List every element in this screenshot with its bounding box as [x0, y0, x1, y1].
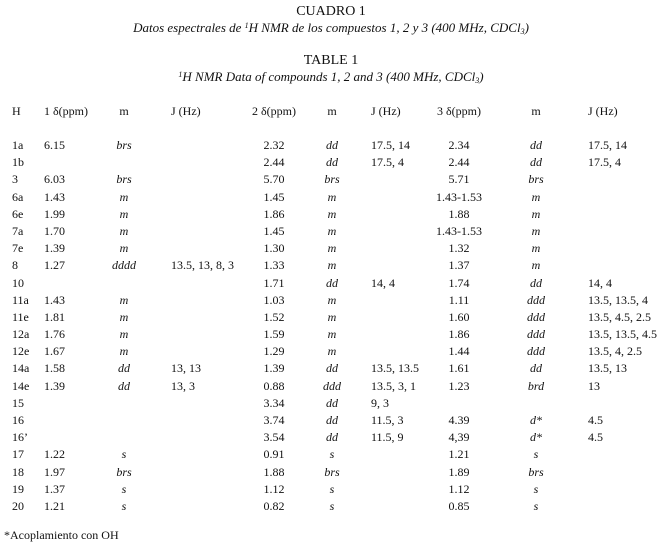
cell-mult-3: m [531, 223, 541, 238]
table-row [0, 138, 662, 155]
table-row [0, 499, 662, 516]
cell-j-3: 13.5, 13.5, 4.5 [588, 327, 657, 342]
cell-mult-1: m [119, 189, 129, 204]
table-row [0, 447, 662, 464]
cell-shift-3: 4.39 [448, 413, 470, 427]
cell-mult-1: m [119, 223, 129, 238]
nmr-table-body [0, 138, 662, 516]
cell-shift-3: 1.43-1.53 [436, 223, 482, 238]
cell-shift-2: 5.70 [263, 172, 285, 187]
cell-shift-3: 1.88 [448, 206, 470, 221]
cell-h: 17 [12, 447, 24, 462]
cell-mult-2: dd [326, 413, 338, 427]
cell-mult-2: m [327, 327, 337, 342]
cell-shift-3: 1.60 [448, 309, 470, 324]
cell-shift-1: 1.43 [44, 292, 65, 307]
cell-shift-2: 1.33 [263, 258, 285, 273]
cell-mult-2: m [327, 223, 337, 238]
cell-mult-2: m [327, 189, 337, 204]
cell-mult-2: dd [326, 395, 338, 410]
cell-mult-3: ddd [527, 327, 545, 342]
cell-mult-2: ddd [323, 378, 341, 393]
cell-j-3: 17.5, 14 [588, 138, 627, 152]
cell-mult-2: s [329, 498, 335, 513]
cell-mult-1: m [119, 241, 129, 256]
cell-mult-3: m [531, 258, 541, 273]
header-3-coupling: J (Hz) [588, 104, 618, 118]
table-row [0, 413, 662, 430]
header-1-multiplicity: m [119, 104, 129, 118]
table-row [0, 361, 662, 378]
header-2-shift: 2 δ(ppm) [252, 104, 296, 118]
cell-j-3: 13.5, 4.5, 2.5 [588, 309, 651, 324]
cell-shift-2: 1.45 [263, 223, 285, 238]
table-header-row [0, 104, 662, 120]
cell-shift-3: 1.37 [448, 258, 470, 273]
cell-h: 18 [12, 464, 24, 479]
cell-shift-3: 1.74 [448, 275, 470, 290]
cell-shift-1: 1.21 [44, 498, 65, 513]
cell-j-3: 13.5, 4, 2.5 [588, 344, 642, 359]
cell-shift-2: 1.45 [263, 189, 285, 204]
cell-j-1: 13.5, 13, 8, 3 [171, 258, 234, 273]
cuadro-subtitle: Datos espectrales de $^1$H NMR de los compuestos 1, 2 y 3 (400 MHz, CDCl$_3$) [133, 20, 529, 36]
cell-mult-2: s [329, 481, 335, 496]
cell-mult-3: d* [530, 413, 542, 427]
cell-h: 11e [12, 309, 29, 324]
cell-shift-1: 1.39 [44, 241, 65, 256]
cell-shift-3: 5.71 [448, 172, 470, 187]
cell-j-2: 13.5, 13.5 [371, 361, 419, 376]
cell-j-2: 9, 3 [371, 395, 389, 410]
cell-shift-3: 1.44 [448, 344, 470, 359]
cell-mult-3: brs [528, 172, 544, 187]
cell-shift-1: 1.39 [44, 378, 65, 393]
cell-shift-2: 1.29 [263, 344, 285, 359]
cell-mult-1: dd [118, 378, 130, 393]
cell-shift-1: 1.22 [44, 447, 65, 462]
cell-shift-1: 1.67 [44, 344, 65, 359]
cell-mult-2: m [327, 344, 337, 359]
cell-shift-1: 1.97 [44, 464, 65, 479]
cell-h: 6a [12, 189, 24, 204]
cell-mult-3: dd [530, 361, 542, 376]
cell-shift-3: 1.21 [448, 447, 470, 462]
cell-h: 16 [12, 413, 24, 427]
cell-shift-1: 1.70 [44, 223, 65, 238]
cell-mult-1: dddd [112, 258, 136, 273]
table-row [0, 310, 662, 327]
header-3-shift: 3 δ(ppm) [437, 104, 481, 118]
cell-mult-2: dd [326, 361, 338, 376]
cell-shift-2: 0.88 [263, 378, 285, 393]
cell-shift-2: 1.39 [263, 361, 285, 376]
cell-shift-2: 1.03 [263, 292, 285, 307]
cell-mult-1: s [121, 447, 127, 462]
cell-mult-3: dd [530, 155, 542, 170]
cell-h: 1b [12, 155, 24, 170]
cell-mult-1: m [119, 309, 129, 324]
table-row [0, 190, 662, 207]
cell-mult-3: s [533, 447, 539, 462]
table-row [0, 344, 662, 361]
cell-shift-1: 1.27 [44, 258, 65, 273]
cell-mult-2: m [327, 258, 337, 273]
cell-mult-1: m [119, 344, 129, 359]
cell-h: 12e [12, 344, 30, 359]
cell-shift-3: 1.12 [448, 481, 470, 496]
cell-shift-2: 1.30 [263, 241, 285, 256]
table-subtitle: $^1$H NMR Data of compounds 1, 2 and 3 (400 MHz, CDCl$_3$) [178, 69, 484, 85]
table-row [0, 207, 662, 224]
cell-j-2: 13.5, 3, 1 [371, 378, 416, 393]
cell-mult-1: m [119, 327, 129, 342]
cuadro-title: CUADRO 1 [296, 4, 366, 19]
cell-j-2: 17.5, 14 [371, 138, 410, 152]
table-row [0, 396, 662, 413]
cell-mult-3: ddd [527, 309, 545, 324]
cell-mult-3: ddd [527, 344, 545, 359]
cell-mult-1: brs [116, 138, 132, 152]
cell-shift-2: 1.86 [263, 206, 285, 221]
cell-shift-2: 0.82 [263, 498, 285, 513]
table-row [0, 224, 662, 241]
cell-j-2: 11.5, 3 [371, 413, 404, 427]
table-title: TABLE 1 [303, 53, 359, 68]
cell-j-2: 14, 4 [371, 275, 395, 290]
cell-j-3: 13 [588, 378, 600, 393]
cell-shift-2: 3.54 [263, 430, 285, 445]
cell-shift-3: 1.23 [448, 378, 470, 393]
table-row [0, 379, 662, 396]
cell-mult-1: dd [118, 361, 130, 376]
header-h: H [12, 104, 21, 118]
cell-j-3: 4.5 [588, 413, 603, 427]
cell-mult-3: ddd [527, 292, 545, 307]
cell-shift-3: 0.85 [448, 498, 470, 513]
cell-mult-1: brs [116, 172, 132, 187]
cell-mult-2: m [327, 309, 337, 324]
cell-mult-2: brs [324, 172, 340, 187]
cell-shift-3: 1.61 [448, 361, 470, 376]
cell-shift-3: 4,39 [448, 430, 470, 445]
cell-mult-2: s [329, 447, 335, 462]
cell-mult-3: brs [528, 464, 544, 479]
cell-shift-2: 1.12 [263, 481, 285, 496]
table-row [0, 172, 662, 189]
cell-shift-3: 1.89 [448, 464, 470, 479]
cell-mult-2: dd [326, 275, 338, 290]
cell-h: 1a [12, 138, 24, 152]
cell-mult-2: dd [326, 138, 338, 152]
cell-shift-2: 1.59 [263, 327, 285, 342]
table-row [0, 276, 662, 293]
cell-shift-1: 6.03 [44, 172, 65, 187]
cell-shift-3: 1.86 [448, 327, 470, 342]
header-2-coupling: J (Hz) [371, 104, 401, 118]
cell-mult-1: s [121, 498, 127, 513]
cell-h: 20 [12, 498, 24, 513]
cell-shift-1: 1.37 [44, 481, 65, 496]
cell-j-3: 13.5, 13.5, 4 [588, 292, 648, 307]
header-2-multiplicity: m [327, 104, 337, 118]
cell-h: 8 [12, 258, 18, 273]
cell-mult-3: brd [527, 378, 545, 393]
cell-shift-1: 1.99 [44, 206, 65, 221]
cell-shift-1: 1.81 [44, 309, 65, 324]
cell-h: 6e [12, 206, 24, 221]
cell-mult-3: d* [530, 430, 542, 445]
cell-shift-2: 3.34 [263, 395, 285, 410]
cell-h: 7a [12, 223, 24, 238]
cell-shift-2: 2.44 [263, 155, 285, 170]
cell-h: 16’ [12, 430, 28, 445]
cell-mult-2: brs [324, 464, 340, 479]
cell-h: 14a [12, 361, 30, 376]
table-row [0, 258, 662, 275]
cell-mult-3: m [531, 189, 541, 204]
cell-mult-1: brs [116, 464, 132, 479]
cell-h: 10 [12, 275, 24, 290]
cell-shift-3: 2.34 [448, 138, 470, 152]
cell-j-2: 11.5, 9 [371, 430, 404, 445]
cell-mult-3: dd [530, 275, 542, 290]
cell-mult-2: m [327, 292, 337, 307]
table-row [0, 327, 662, 344]
cell-mult-3: s [533, 481, 539, 496]
cell-shift-3: 1.32 [448, 241, 470, 256]
cell-mult-2: dd [326, 430, 338, 445]
cell-mult-3: m [531, 241, 541, 256]
table-row [0, 241, 662, 258]
cell-mult-2: m [327, 206, 337, 221]
cell-j-3: 13.5, 13 [588, 361, 627, 376]
cell-h: 19 [12, 481, 24, 496]
footnote: *Acoplamiento con OH [4, 528, 119, 542]
header-1-coupling: J (Hz) [171, 104, 201, 118]
cell-h: 11a [12, 292, 29, 307]
cell-mult-1: m [119, 206, 129, 221]
table-row [0, 430, 662, 447]
cell-shift-3: 1.43-1.53 [436, 189, 482, 204]
cell-shift-1: 6.15 [44, 138, 65, 152]
cell-mult-3: s [533, 498, 539, 513]
cell-mult-3: m [531, 206, 541, 221]
cell-j-1: 13, 13 [171, 361, 201, 376]
cell-j-3: 14, 4 [588, 275, 612, 290]
cell-shift-2: 1.88 [263, 464, 285, 479]
cell-shift-2: 1.52 [263, 309, 285, 324]
cell-shift-3: 1.11 [448, 292, 470, 307]
cell-mult-2: dd [326, 155, 338, 170]
cell-j-3: 17.5, 4 [588, 155, 621, 170]
cell-shift-2: 0.91 [263, 447, 285, 462]
table-row [0, 155, 662, 172]
header-3-multiplicity: m [531, 104, 541, 118]
table-row [0, 482, 662, 499]
cell-h: 15 [12, 395, 24, 410]
cell-shift-1: 1.58 [44, 361, 65, 376]
cell-shift-1: 1.76 [44, 327, 65, 342]
cell-h: 12a [12, 327, 30, 342]
cell-shift-3: 2.44 [448, 155, 470, 170]
cell-j-2: 17.5, 4 [371, 155, 404, 170]
cell-h: 14e [12, 378, 30, 393]
cell-h: 7e [12, 241, 24, 256]
cell-shift-2: 3.74 [263, 413, 285, 427]
cell-mult-1: m [119, 292, 129, 307]
cell-mult-1: s [121, 481, 127, 496]
cell-j-3: 4.5 [588, 430, 603, 445]
table-row [0, 465, 662, 482]
cell-shift-2: 1.71 [263, 275, 285, 290]
header-1-shift: 1 δ(ppm) [44, 104, 88, 118]
table-row [0, 293, 662, 310]
cell-mult-2: m [327, 241, 337, 256]
cell-shift-2: 2.32 [263, 138, 285, 152]
cell-mult-3: dd [530, 138, 542, 152]
cell-shift-1: 1.43 [44, 189, 65, 204]
cell-h: 3 [12, 172, 18, 187]
cell-j-1: 13, 3 [171, 378, 195, 393]
